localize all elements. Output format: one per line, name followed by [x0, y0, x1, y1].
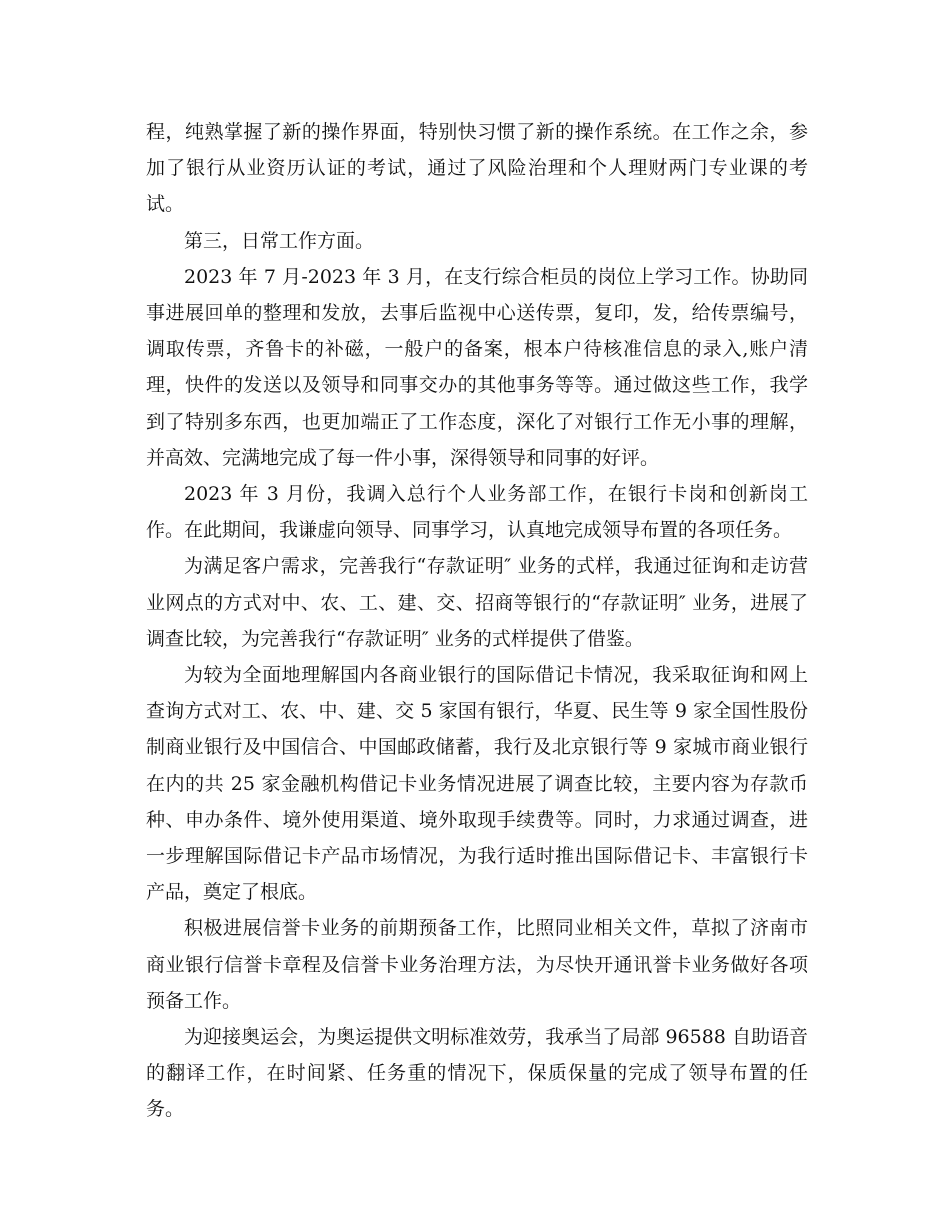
document-body [146, 114, 808, 1128]
paragraph-section-heading: 第三，日常工作方面。 [184, 229, 375, 252]
paragraph: 为满足客户需求，完善我行“存款证明″ 业务的式样，我通过征询和走访营业网点的方式对中、农、工、建、交、招商等银行的“存款证明″ 业务，进展了调查比较，为完善我行“存款证明″ 业务的式样提供了借鉴。 [146, 555, 808, 650]
paragraph-continued: 程，纯熟掌握了新的操作界面，特别快习惯了新的操作系统。在工作之余，参加了银行从业资历认证的考试，通过了风险治理和个人理财两门专业课的考试。 [146, 121, 808, 216]
paragraph: 2023 年 3 月份，我调入总行个人业务部工作，在银行卡岗和创新岗工作。在此期间，我谦虚向领导、同事学习，认真地完成领导布置的各项任务。 [146, 483, 808, 542]
paragraph: 为迎接奥运会，为奥运提供文明标准效劳，我承当了局部 96588 自助语音的翻译工作，在时间紧、任务重的情况下，保质保量的完成了领导布置的任务。 [146, 1026, 808, 1121]
paragraph: 为较为全面地理解国内各商业银行的国际借记卡情况，我采取征询和网上查询方式对工、农、中、建、交 5 家国有银行，华夏、民生等 9 家全国性股份制商业银行及中国信合、中国邮政储蓄，我行及北京银行等 9 家城市商业银行在内的共 25 家金融机构借记卡业务情况进展了调查比较，主要内容为存款币种、申办条件、境外使用渠道、境外取现手续费等。同时，力求通过调查，进一步理解国际借记卡产品市场情况，为我行适时推出国际借记卡、丰富银行卡产品，奠定了根底。 [146, 664, 808, 904]
paragraph: 2023 年 7 月-2023 年 3 月，在支行综合柜员的岗位上学习工作。协助同事进展回单的整理和发放，去事后监视中心送传票，复印，发，给传票编号，调取传票，齐鲁卡的补磁，一般户的备案，根本户待核准信息的录入,账户清理，快件的发送以及领导和同事交办的其他事务等等。通过做这些工作，我学到了特别多东西，也更加端正了工作态度，深化了对银行工作无小事的理解，并高效、完满地完成了每一件小事，深得领导和同事的好评。 [146, 265, 808, 469]
paragraph: 积极进展信誉卡业务的前期预备工作，比照同业相关文件，草拟了济南市商业银行信誉卡章程及信誉卡业务治理方法，为尽快开通讯誉卡业务做好各项预备工作。 [146, 917, 808, 1012]
